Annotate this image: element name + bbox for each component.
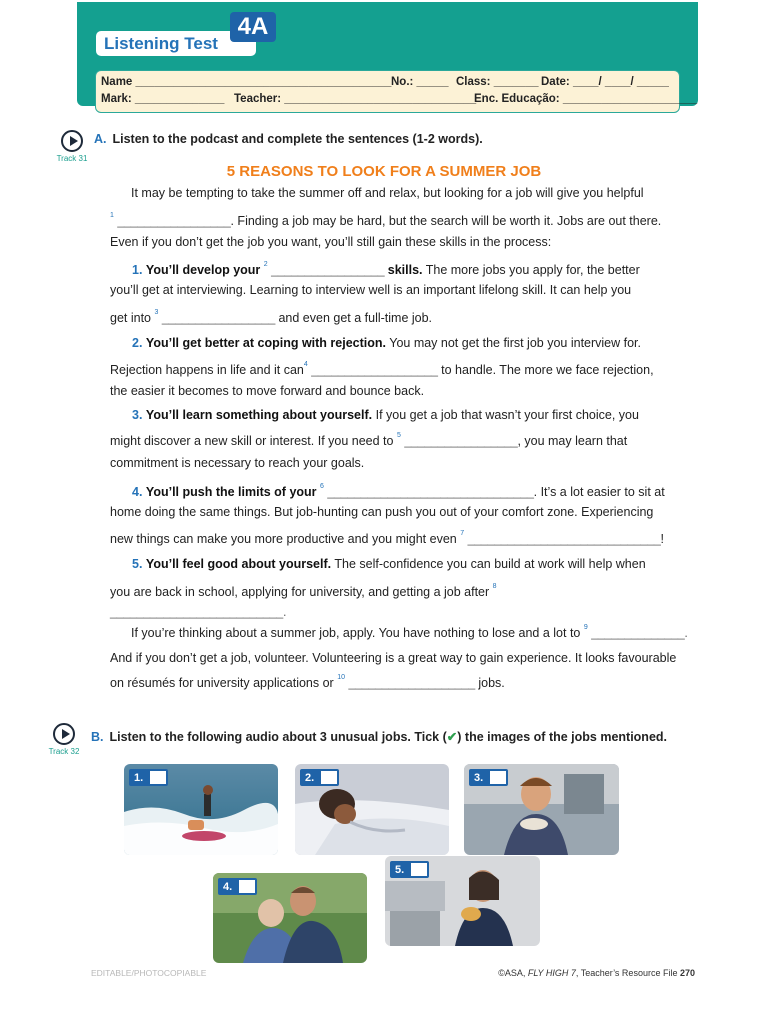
reason-heading: You’ll push the limits of your [145, 485, 317, 499]
reason-number: 5. [132, 557, 143, 571]
number-field[interactable]: No.: _____ [391, 76, 449, 88]
gap-8[interactable]: __________________________. [110, 605, 287, 619]
label-text: 1. [134, 771, 144, 784]
class-field[interactable]: Class: _______ [456, 76, 539, 88]
reason-text: to handle. The more we face rejection, [441, 363, 654, 377]
tick-box[interactable] [489, 770, 507, 785]
reason-text: Rejection happens in life and it can [110, 363, 304, 377]
reason-1-line-2: you’ll get at interviewing. Learning to interview well is an important lifelong skill. It can help you [110, 283, 632, 297]
reason-4-line-1 [132, 485, 665, 499]
gap-3[interactable]: _________________ [161, 311, 275, 325]
section-a-letter: A. [94, 132, 107, 146]
reason-text: , you may learn that [517, 434, 628, 448]
tick-box[interactable] [410, 862, 428, 877]
reason-4-line-2: home doing the same things. But job-hunting can push you out of your comfort zone. Experiencing [110, 505, 654, 519]
image-option-4[interactable] [213, 873, 367, 963]
copyright-text-end: , Teacher’s Resource File [575, 968, 680, 978]
section-a-text: Listen to the podcast and complete the sentences (1-2 words). [112, 132, 483, 146]
article-title: 5 REASONS TO LOOK FOR A SUMMER JOB [226, 163, 542, 180]
gap-6[interactable]: _______________________________ [327, 485, 534, 499]
date-field[interactable]: Date: ____/ ____/ _____ [541, 76, 669, 88]
section-b-instruction [91, 729, 667, 744]
name-field[interactable]: Name ________________________________________ [101, 76, 392, 88]
reason-2-line-2 [110, 363, 654, 377]
track-label: Track 31 [56, 154, 88, 163]
label-text: 3. [474, 771, 484, 784]
gap-2[interactable]: _________________ [271, 263, 385, 277]
intro-line-3: Even if you don’t get the job you want, you’ll still gain these skills in the process: [110, 235, 552, 249]
reason-text: If you get a job that wasn’t your first choice, you [375, 408, 639, 422]
page-title: Listening Test [104, 34, 218, 53]
reason-text: new things can make you more productive and you might even [110, 532, 457, 546]
label-text: 2. [305, 771, 315, 784]
outro-line-2: And if you don’t get a job, volunteer. Volunteering is a great way to gain experience. It looks favourable [110, 651, 677, 665]
reason-text: and even get a full-time job. [278, 311, 433, 325]
outro-line-3 [110, 676, 505, 690]
gap-7[interactable]: _____________________________ [467, 532, 661, 546]
track-31-button[interactable] [56, 130, 88, 163]
section-a-instruction [94, 132, 483, 146]
copyright-text: ©ASA, [498, 968, 528, 978]
label-text: 4. [223, 880, 233, 893]
reason-number: 4. [132, 485, 143, 499]
reason-2-line-3: the easier it becomes to move forward and bounce back. [110, 384, 425, 398]
reason-text: get into [110, 311, 152, 325]
book-title: FLY HIGH 7 [527, 968, 576, 978]
reason-heading: You’ll develop your [145, 263, 261, 277]
intro-line-1: It may be tempting to take the summer off and relax, but looking for a job will give you helpful [131, 186, 644, 200]
image-label-5 [390, 861, 429, 878]
image-option-5[interactable] [385, 856, 540, 946]
image-option-2[interactable] [295, 764, 449, 855]
reason-3-line-2 [110, 434, 627, 448]
footer-copyright [498, 968, 695, 978]
tick-box[interactable] [238, 879, 256, 894]
outro-line-1 [131, 626, 688, 640]
gap-number-6: 6 [320, 483, 324, 490]
track-label: Track 32 [48, 747, 80, 756]
reason-heading: You’ll learn something about yourself. [145, 408, 373, 422]
reason-2-line-1 [132, 336, 641, 350]
reason-text: ! [660, 532, 664, 546]
reason-number: 2. [132, 336, 143, 350]
page-number: 270 [679, 968, 695, 978]
gap-number-10: 10 [337, 674, 345, 681]
mark-field[interactable]: Mark: ______________ [101, 93, 225, 105]
outro-text: on résumés for university applications or [110, 676, 334, 690]
outro-text: If you’re thinking about a summer job, apply. You have nothing to lose and a lot to [131, 626, 581, 640]
image-option-1[interactable] [124, 764, 278, 855]
reason-text: . It’s a lot easier to sit at [533, 485, 665, 499]
reason-text: You may not get the first job you interview for. [389, 336, 642, 350]
footer-editable-note: EDITABLE/PHOTOCOPIABLE [91, 968, 207, 978]
gap-number-8: 8 [492, 583, 497, 590]
gap-number-2: 2 [263, 261, 268, 268]
reason-text: The more jobs you apply for, the better [425, 263, 640, 277]
gap-1[interactable]: _________________ [117, 214, 231, 228]
reason-4-line-3 [110, 532, 664, 546]
gap-number-4: 4 [303, 361, 308, 368]
section-b-text: Listen to the following audio about 3 unusual jobs. Tick ( [109, 730, 447, 744]
reason-heading: You’ll feel good about yourself. [145, 557, 332, 571]
image-option-3[interactable] [464, 764, 619, 855]
image-label-3 [469, 769, 508, 786]
gap-number-1: 1 [110, 212, 114, 219]
image-label-2 [300, 769, 339, 786]
reason-5-line-1 [132, 557, 646, 571]
reason-3-line-1 [132, 408, 639, 422]
tick-icon: ✔ [446, 730, 458, 744]
reason-5-line-3 [110, 605, 286, 619]
reason-5-line-2 [110, 585, 497, 599]
image-label-1 [129, 769, 168, 786]
reason-1-line-3 [110, 311, 432, 325]
gap-9[interactable]: ______________. [591, 626, 688, 640]
section-b-letter: B. [91, 730, 104, 744]
track-32-button[interactable] [48, 723, 80, 756]
gap-5[interactable]: _________________ [404, 434, 518, 448]
reason-text: The self-confidence you can build at work will help when [334, 557, 646, 571]
reason-text: might discover a new skill or interest. If you need to [110, 434, 394, 448]
reason-number: 1. [132, 263, 143, 277]
audio-play-icon [61, 130, 83, 152]
tick-box[interactable] [149, 770, 167, 785]
intro-text: . Finding a job may be hard, but the search will be worth it. Jobs are out there. [230, 214, 662, 228]
gap-number-5: 5 [396, 432, 401, 439]
unit-badge: 4A [230, 12, 276, 42]
intro-line-2 [110, 214, 661, 228]
reason-number: 3. [132, 408, 143, 422]
section-b-text-end: ) the images of the jobs mentioned. [457, 730, 668, 744]
reason-heading: You’ll get better at coping with rejection. [145, 336, 386, 350]
audio-play-icon [53, 723, 75, 745]
gap-number-7: 7 [460, 530, 465, 537]
reason-3-line-3: commitment is necessary to reach your goals. [110, 456, 365, 470]
reason-1-line-1 [132, 263, 640, 277]
student-info-box [95, 70, 698, 113]
reason-text: you are back in school, applying for university, and getting a job after [110, 585, 490, 599]
reason-heading-end: skills. [387, 263, 423, 277]
outro-text: jobs. [478, 676, 505, 690]
tick-box[interactable] [320, 770, 338, 785]
gap-10[interactable]: ___________________ [348, 676, 475, 690]
label-text: 5. [395, 863, 405, 876]
gap-number-3: 3 [154, 309, 159, 316]
enc-educacao-field[interactable]: Enc. Educação: _____________________ [474, 93, 698, 105]
gap-number-9: 9 [583, 624, 588, 631]
teacher-field[interactable]: Teacher: ______________________________ [234, 93, 477, 105]
image-label-4 [218, 878, 257, 895]
gap-4[interactable]: ___________________ [311, 363, 438, 377]
